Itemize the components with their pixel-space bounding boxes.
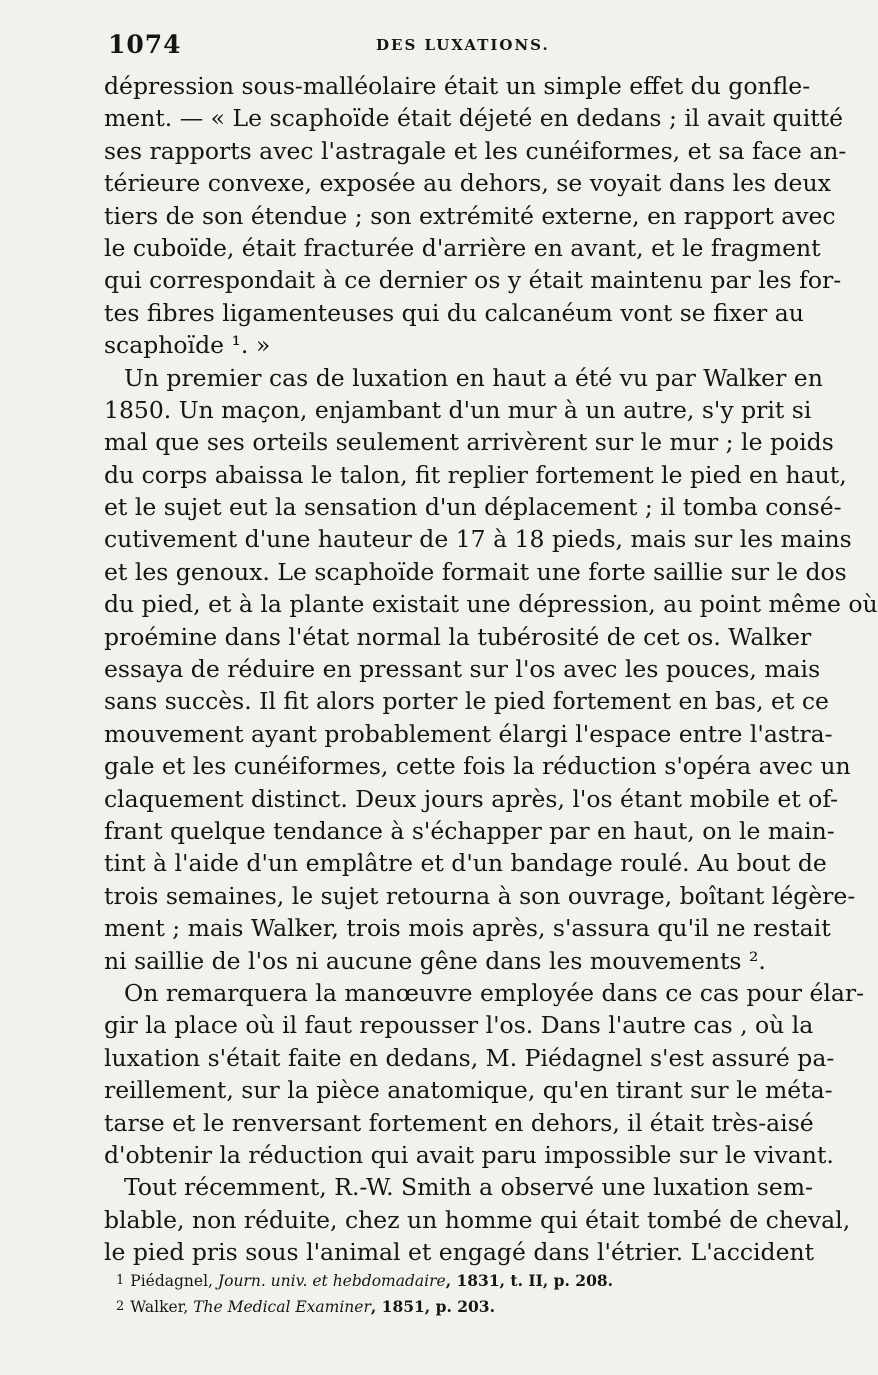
text-line: et le sujet eut la sensation d'un déplacement ; il tomba consé- (104, 493, 842, 522)
text-line: tarse et le renversant fortement en dehors, il était très-aisé (104, 1108, 814, 1137)
text-line: et les genoux. Le scaphoïde formait une forte saillie sur le dos (104, 557, 847, 586)
text-line: gir la place où il faut repousser l'os. Dans l'autre cas , où la (104, 1011, 814, 1040)
text-line: mal que ses orteils seulement arrivèrent sur le mur ; le poids (104, 428, 834, 457)
text-line: le cuboïde, était fracturée d'arrière en avant, et le fragment (104, 233, 821, 262)
text-line: luxation s'était faite en dedans, M. Piédagnel s'est assuré pa- (104, 1043, 835, 1072)
text-line: tint à l'aide d'un emplâtre et d'un bandage roulé. Au bout de (104, 849, 827, 878)
text-line: Tout récemment, R.-W. Smith a observé une luxation sem- (124, 1173, 813, 1202)
text-line: du corps abaissa le talon, fit replier fortement le pied en haut, (104, 460, 847, 489)
text-line: blable, non réduite, chez un homme qui était tombé de cheval, (104, 1205, 851, 1234)
footnote-number: 2 (116, 1299, 125, 1314)
text-line: dépression sous-malléolaire était un simple effet du gonfle- (104, 72, 811, 100)
text-line: reillement, sur la pièce anatomique, qu'en tirant sur le méta- (104, 1076, 833, 1105)
body-text (104, 70, 878, 1268)
footnote-source: Journ. univ. et hebdomadaire (217, 1272, 446, 1290)
text-line: sans succès. Il fit alors porter le pied fortement en bas, et ce (104, 687, 829, 716)
text-line: essaya de réduire en pressant sur l'os avec les pouces, mais (104, 655, 821, 684)
text-line: ment. — « Le scaphoïde était déjeté en dedans ; il avait quitté (104, 104, 844, 133)
text-line: ses rapports avec l'astragale et les cunéiformes, et sa face an- (104, 136, 847, 165)
text-line: On remarquera la manœuvre employée dans ce cas pour élar- (124, 978, 865, 1007)
running-head: DES LUXATIONS. (376, 36, 550, 54)
footnote-author: Walker, (130, 1298, 189, 1316)
footnote (116, 1294, 786, 1320)
text-line: proémine dans l'état normal la tubérosité de cet os. Walker (104, 622, 812, 651)
text-line: tes fibres ligamenteuses qui du calcanéum vont se fixer au (104, 298, 804, 327)
text-line: trois semaines, le sujet retourna à son ouvrage, boîtant légère- (104, 881, 856, 910)
text-line: cutivement d'une hauteur de 17 à 18 pieds, mais sur les mains (104, 525, 852, 554)
footnote-number: 1 (116, 1273, 125, 1288)
footnote (116, 1268, 786, 1294)
text-line: Un premier cas de luxation en haut a été vu par Walker en (124, 363, 823, 392)
footnote-author: Piédagnel, (130, 1272, 213, 1290)
footnote-details: , 1851, p. 203. (370, 1297, 495, 1316)
text-line: du pied, et à la plante existait une dépression, au point même où (104, 590, 878, 619)
text-line: ni saillie de l'os ni aucune gêne dans les mouvements ². (104, 946, 766, 975)
text-line: claquement distinct. Deux jours après, l'os étant mobile et of- (104, 784, 839, 813)
footnote-source: The Medical Examiner (193, 1298, 371, 1316)
page-header (108, 30, 788, 62)
text-line: mouvement ayant probablement élargi l'espace entre l'astra- (104, 719, 833, 748)
text-line: frant quelque tendance à s'échapper par en haut, on le main- (104, 816, 835, 845)
text-line: qui correspondait à ce dernier os y était maintenu par les for- (104, 266, 842, 295)
footnotes (116, 1268, 786, 1320)
text-line: tiers de son étendue ; son extrémité externe, en rapport avec (104, 201, 836, 230)
text-line: le pied pris sous l'animal et engagé dans l'étrier. L'accident (104, 1238, 815, 1267)
text-line: scaphoïde ¹. » (104, 331, 271, 360)
text-line: 1850. Un maçon, enjambant d'un mur à un autre, s'y prit si (104, 395, 812, 424)
page-number: 1074 (108, 30, 182, 59)
text-line: d'obtenir la réduction qui avait paru impossible sur le vivant. (104, 1140, 834, 1169)
text-line: ment ; mais Walker, trois mois après, s'assura qu'il ne restait (104, 914, 831, 943)
text-line: térieure convexe, exposée au dehors, se voyait dans les deux (104, 169, 831, 198)
footnote-details: , 1831, t. II, p. 208. (445, 1271, 614, 1290)
text-line: gale et les cunéiformes, cette fois la réduction s'opéra avec un (104, 752, 851, 781)
